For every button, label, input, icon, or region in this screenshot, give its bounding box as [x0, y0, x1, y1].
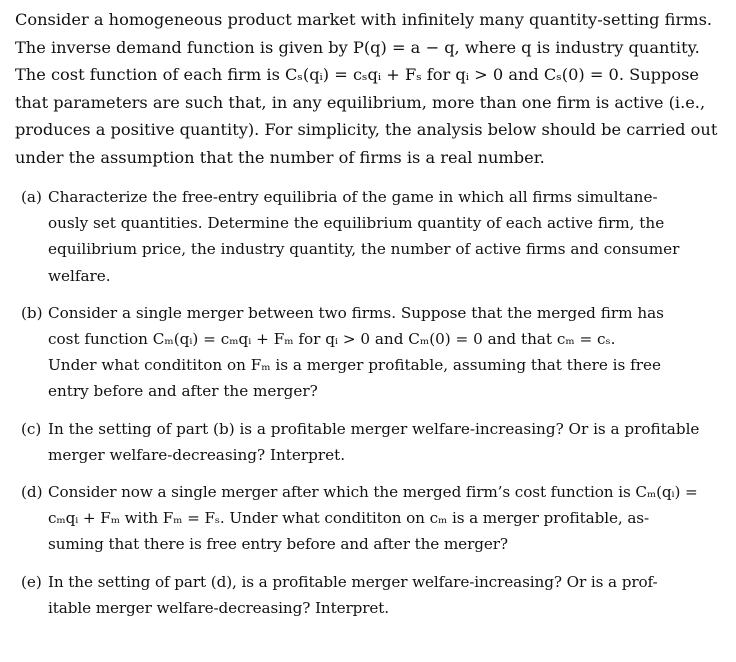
part-line: itable merger welfare-decreasing? Interpret.	[48, 598, 390, 617]
problem-intro	[15, 6, 722, 171]
part-line: Consider a single merger between two firms. Suppose that the merged firm has	[48, 303, 664, 322]
intro-line: Consider a homogeneous product market with infinitely many quantity-setting firms.	[15, 10, 713, 29]
part-line: cost function Cₘ(qᵢ) = cₘqᵢ + Fₘ for qᵢ > 0 and Cₘ(0) = 0 and that cₘ = cₛ.	[48, 330, 616, 349]
part-line: In the setting of part (d), is a profitable merger welfare-increasing? Or is a prof-	[48, 572, 658, 591]
intro-line: that parameters are such that, in any equilibrium, more than one firm is active (i.e.,	[15, 92, 706, 112]
question-part-c	[15, 416, 722, 468]
part-line: In the setting of part (b) is a profitable merger welfare-increasing? Or is a profitable	[48, 419, 700, 438]
part-line: suming that there is free entry before and after the merger?	[48, 535, 508, 554]
part-label: (b)	[21, 303, 43, 322]
intro-line: produces a positive quantity). For simplicity, the analysis below should be carried out	[15, 120, 718, 139]
part-line: Characterize the free-entry equilibria of the game in which all firms simultane-	[48, 188, 658, 206]
part-line: Consider now a single merger after which the merged firm’s cost function is Cₘ(qᵢ) =	[48, 483, 698, 502]
part-line: Under what condititon on Fₘ is a merger profitable, assuming that there is free	[48, 356, 662, 375]
part-line: ously set quantities. Determine the equilibrium quantity of each active firm, the	[48, 214, 665, 233]
part-label: (c)	[21, 419, 42, 438]
question-parts	[15, 184, 722, 621]
question-part-a	[15, 184, 722, 289]
part-label: (e)	[21, 572, 42, 591]
part-line: equilibrium price, the industry quantity, the number of active firms and consumer	[48, 240, 680, 259]
question-part-e	[15, 569, 722, 621]
question-part-d	[15, 479, 722, 558]
part-line: entry before and after the merger?	[48, 382, 318, 401]
intro-line: The cost function of each firm is Cₛ(qᵢ) = cₛqᵢ + Fₛ for qᵢ > 0 and Cₛ(0) = 0. Suppose	[15, 65, 700, 84]
intro-line: under the assumption that the number of firms is a real number.	[15, 147, 545, 167]
question-part-b	[15, 300, 722, 405]
intro-line: The inverse demand function is given by P(q) = a − q, where q is industry quantity.	[15, 37, 700, 57]
part-line: welfare.	[48, 266, 111, 285]
part-line: cₘqᵢ + Fₘ with Fₘ = Fₛ. Under what condititon on cₘ is a merger profitable, as-	[48, 509, 650, 528]
part-line: merger welfare-decreasing? Interpret.	[48, 445, 346, 464]
part-label: (d)	[21, 483, 43, 502]
part-label: (a)	[21, 188, 42, 206]
